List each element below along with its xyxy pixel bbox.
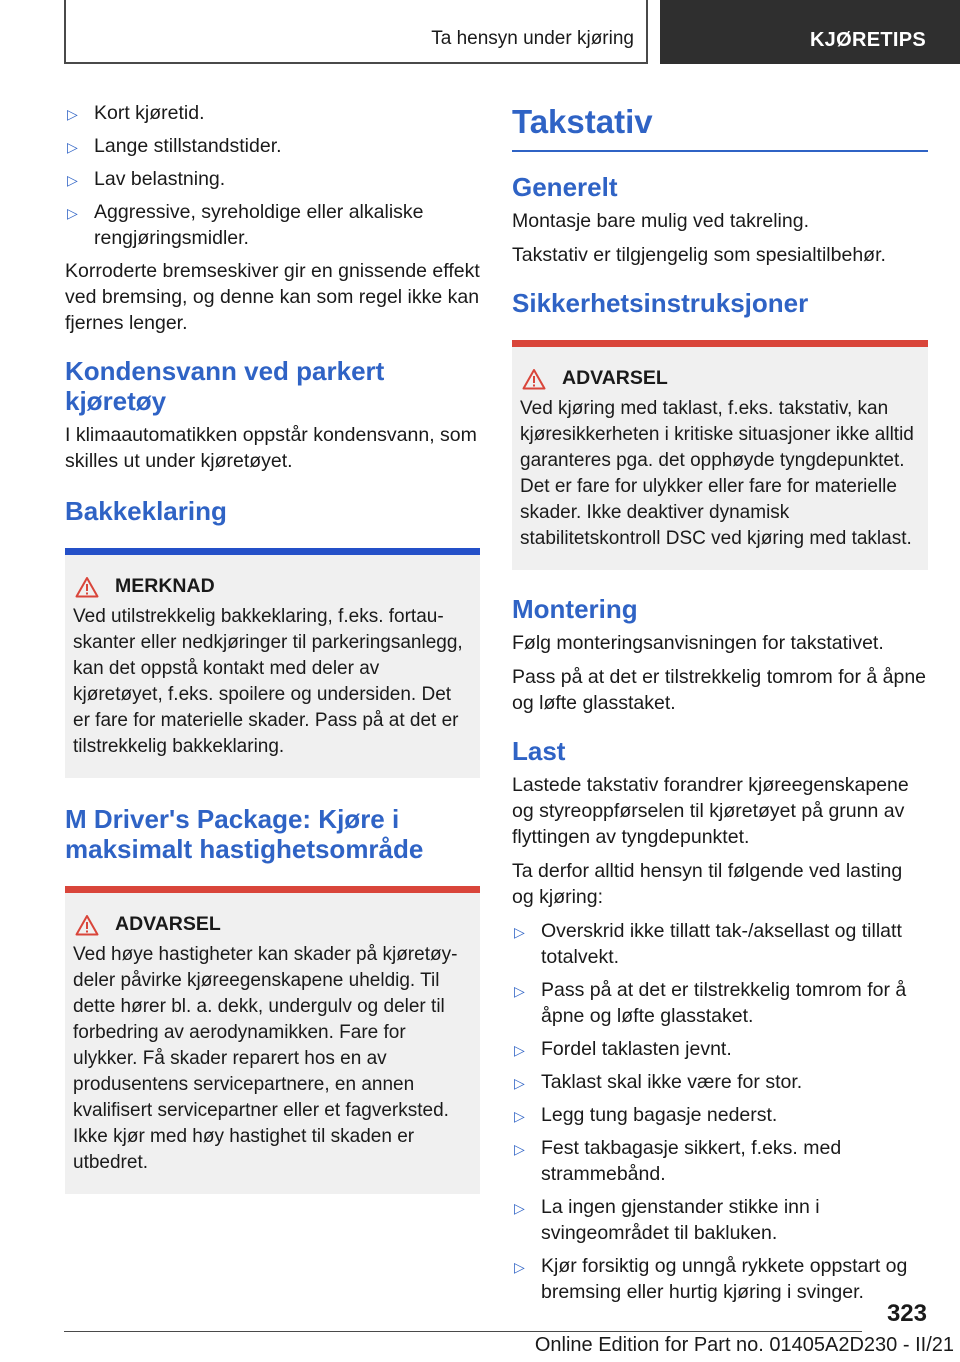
triangle-right-icon: ▷ xyxy=(514,1075,525,1091)
chapter-tab-label: KJØRETIPS xyxy=(809,29,926,51)
mounting-paragraph-2: Pass på at det er tilstrekkelig tomrom for å åpne og løfte glasstaket. xyxy=(512,666,927,714)
warning-header xyxy=(73,913,472,936)
triangle-right-icon: ▷ xyxy=(67,205,78,221)
list-item: ▷ Fest takbagasje sikkert, f.eks. med strammebånd. xyxy=(514,1137,842,1185)
notice-label: MERKNAD xyxy=(115,575,215,597)
header-section-box xyxy=(64,0,648,64)
notice-text: Ved utilstrekkelig bakkeklaring, f.eks. fortauskanter eller nedkjøringer til parkeringsanlegg, kan det oppstå kontakt med deler av kjøretøyet, f.eks. spoilere og undersiden. Det er fare for materielle skader. Pass på at det er tilstrekkelig bakkeklaring. xyxy=(73,606,463,757)
list-item: ▷ Lav belastning. xyxy=(65,166,480,192)
section-title: Ta hensyn under kjøring xyxy=(431,28,634,49)
list-item: ▷ Fordel taklasten jevnt. xyxy=(512,1036,928,1062)
warning-triangle-icon xyxy=(75,576,99,598)
triangle-right-icon: ▷ xyxy=(67,172,78,188)
warning-text: Ved kjøring med taklast, f.eks. takstativ, kan kjøresikkerheten i kritiske situasjoner ikke alltid garanteres pga. det opphøyde tyngdepunktet. Det er fare for ulykker eller fare for materielle skader. Ikke deaktiver dynamisk stabilitetskontroll DSC ved kjøring med taklast. xyxy=(520,398,914,549)
warning-label: ADVARSEL xyxy=(562,367,668,389)
cause-list xyxy=(65,100,480,251)
list-item: ▷ Lange stillstandstider. xyxy=(65,133,480,159)
list-item: ▷ Legg tung bagasje nederst. xyxy=(512,1102,928,1128)
triangle-right-icon: ▷ xyxy=(514,983,525,999)
load-paragraph-2: Ta derfor alltid hensyn til følgende ved lasting og kjøring: xyxy=(512,860,903,908)
list-item: ▷ Pass på at det er tilstrekkelig tomrom for å åpne og løfte glasstaket. xyxy=(514,979,907,1027)
heading-safety: Sikkerhetsinstruksjoner xyxy=(512,288,809,318)
heading-mounting: Montering xyxy=(512,594,638,624)
load-paragraph-1: Lastede takstativ forandrer kjøreegenskapene og styreoppførselen til kjøretøyet på grunn av flyttingen av tyngdepunktet. xyxy=(512,774,909,848)
triangle-right-icon: ▷ xyxy=(514,1200,525,1216)
warning-box xyxy=(65,886,480,1194)
list-item: ▷ Kort kjøretid. xyxy=(65,100,480,126)
triangle-right-icon: ▷ xyxy=(514,1259,525,1275)
warning-triangle-icon xyxy=(75,914,99,936)
page-number: 323 xyxy=(886,1300,927,1327)
list-item: ▷ Aggressive, syreholdige eller alkaliske rengjøringsmidler. xyxy=(67,201,424,249)
general-paragraph-2: Takstativ er tilgjengelig som spesialtilbehør. xyxy=(512,244,886,266)
warning-box xyxy=(512,340,928,570)
triangle-right-icon: ▷ xyxy=(514,1108,525,1124)
notice-box xyxy=(65,548,480,778)
triangle-right-icon: ▷ xyxy=(67,106,78,122)
warning-header xyxy=(520,367,920,390)
list-item: ▷ Kjør forsiktig og unngå rykkete oppstart og bremsing eller hurtig kjøring i svinger. xyxy=(514,1255,908,1303)
heading-load: Last xyxy=(512,736,566,766)
page-title: Takstativ xyxy=(512,102,928,152)
left-column xyxy=(65,100,480,1202)
list-item: ▷ Overskrid ikke tillatt tak-/aksellast og tillatt totalvekt. xyxy=(514,920,902,968)
load-list xyxy=(512,918,928,1305)
general-paragraph-1: Montasje bare mulig ved takreling. xyxy=(512,210,809,232)
heading-condensation: Kondensvann ved parkert kjøretøy xyxy=(65,356,385,416)
chapter-tab[interactable] xyxy=(660,0,960,64)
warning-label: ADVARSEL xyxy=(115,913,221,935)
triangle-right-icon: ▷ xyxy=(514,1042,525,1058)
brakes-paragraph: Korroderte bremseskiver gir en gnissende effekt ved bremsing, og denne kan som regel ikke kan fjernes lenger. xyxy=(65,260,480,334)
condensation-paragraph: I klimaautomatikken oppstår kondensvann, som skilles ut under kjøretøyet. xyxy=(65,424,477,472)
mounting-paragraph-1: Følg monteringsanvisningen for takstativet. xyxy=(512,632,884,654)
heading-general: Generelt xyxy=(512,172,618,202)
triangle-right-icon: ▷ xyxy=(67,139,78,155)
edition-footer[interactable]: Online Edition for Part no. 01405A2D230 - II/21 xyxy=(534,1334,954,1356)
heading-m-drivers-package: M Driver's Package: Kjøre i maksimalt hastighetsområde xyxy=(65,804,424,864)
triangle-right-icon: ▷ xyxy=(514,1141,525,1157)
triangle-right-icon: ▷ xyxy=(514,924,525,940)
list-item: ▷ Taklast skal ikke være for stor. xyxy=(512,1069,928,1095)
warning-triangle-icon xyxy=(522,368,546,390)
footer-divider xyxy=(64,1331,862,1332)
notice-header xyxy=(73,575,472,598)
heading-ground-clearance: Bakkeklaring xyxy=(65,496,227,526)
right-column xyxy=(512,100,928,1312)
warning-text: Ved høye hastigheter kan skader på kjøretøydeler påvirke kjøreegenskapene uheldig. Til dette hører bl. a. dekk, undergulv og deler til forbedring av aerodynamikken. Fare for ulykker. Få skader reparert hos en av produsentens servicepartnere, en annen kvalifisert servicepartner eller et fagverksted. Ikke kjør med høy hastighet til skaden er utbedret. xyxy=(73,944,458,1173)
list-item: ▷ La ingen gjenstander stikke inn i svingeområdet til bakluken. xyxy=(514,1196,820,1244)
